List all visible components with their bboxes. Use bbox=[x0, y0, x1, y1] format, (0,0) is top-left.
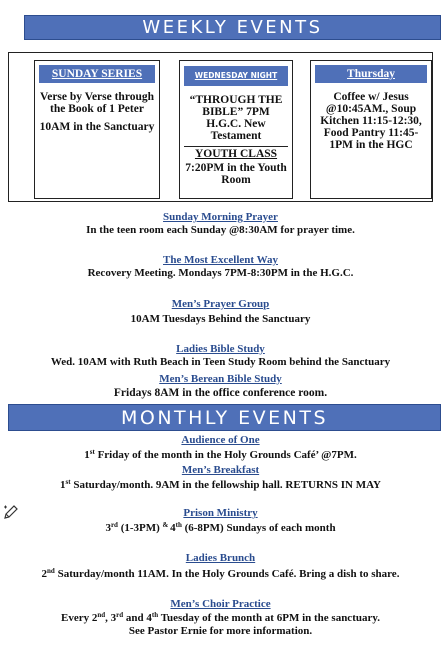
thursday-header: Thursday bbox=[315, 65, 427, 83]
event-sunday-prayer bbox=[0, 211, 441, 237]
event-text-line2: See Pastor Ernie for more information. bbox=[128, 625, 313, 637]
event-text: Fridays 8AM in the office conference room. bbox=[113, 387, 328, 399]
event-mens-choir-practice bbox=[0, 598, 441, 638]
weekly-schedule-box bbox=[8, 52, 433, 202]
youth-class-header: YOUTH CLASS bbox=[184, 146, 288, 160]
event-title[interactable]: Audience of One bbox=[181, 434, 260, 446]
sunday-series-column bbox=[34, 60, 160, 199]
event-prison-ministry bbox=[0, 507, 441, 535]
event-text: 1st Friday of the month in the Holy Grounds Café’ @7PM. bbox=[84, 448, 357, 461]
youth-class-body: 7:20PM in the Youth Room bbox=[185, 162, 287, 186]
wednesday-night-column bbox=[179, 60, 293, 199]
event-title[interactable]: Men’s Berean Bible Study bbox=[159, 373, 282, 385]
event-text: 2nd Saturday/month 11AM. In the Holy Grounds Café. Bring a dish to share. bbox=[41, 567, 400, 580]
event-title[interactable]: Prison Ministry bbox=[183, 507, 258, 519]
event-mens-prayer-group bbox=[0, 298, 441, 326]
event-text: 3rd (1-3PM) & 4th (6-8PM) Sundays of each month bbox=[105, 521, 336, 534]
event-title[interactable]: Men’s Choir Practice bbox=[170, 598, 271, 610]
event-title[interactable]: Sunday Morning Prayer bbox=[163, 211, 278, 223]
event-title[interactable]: Ladies Bible Study bbox=[176, 343, 265, 355]
thursday-column bbox=[310, 60, 432, 199]
monthly-events-banner: MONTHLY EVENTS bbox=[8, 404, 441, 431]
thursday-body: Coffee w/ Jesus @10:45AM., Soup Kitchen 11:15-12:30, Food Pantry 11:45-1PM in the HGC bbox=[320, 91, 422, 151]
sunday-series-time: 10AM in the Sanctuary bbox=[39, 121, 155, 133]
event-text: Wed. 10AM with Ruth Beach in Teen Study Room behind the Sanctuary bbox=[50, 356, 391, 368]
event-title[interactable]: The Most Excellent Way bbox=[163, 254, 278, 266]
event-text: 10AM Tuesdays Behind the Sanctuary bbox=[130, 313, 311, 325]
sunday-series-header: SUNDAY SERIES bbox=[39, 65, 155, 83]
event-ladies-brunch bbox=[0, 552, 441, 581]
event-mens-breakfast bbox=[0, 464, 441, 492]
wednesday-night-header: WEDNESDAY NIGHT bbox=[184, 66, 288, 86]
event-text: Every 2nd, 3rd and 4th Tuesday of the month at 6PM in the sanctuary. bbox=[61, 611, 380, 624]
wednesday-night-body: “THROUGH THE BIBLE” 7PM H.G.C. New Testament bbox=[189, 94, 283, 142]
event-audience-of-one bbox=[0, 434, 441, 462]
event-text: 1st Saturday/month. 9AM in the fellowship hall. RETURNS IN MAY bbox=[60, 478, 381, 491]
event-text: Recovery Meeting. Mondays 7PM-8:30PM in the H.G.C. bbox=[87, 267, 354, 279]
event-mens-berean-study bbox=[0, 373, 441, 400]
event-title[interactable]: Men’s Breakfast bbox=[181, 464, 260, 476]
event-text: In the teen room each Sunday @8:30AM for prayer time. bbox=[86, 224, 355, 236]
event-ladies-bible-study bbox=[0, 343, 441, 369]
event-most-excellent-way bbox=[0, 254, 441, 280]
weekly-events-banner: WEEKLY EVENTS bbox=[24, 15, 441, 40]
event-title[interactable]: Ladies Brunch bbox=[185, 552, 256, 564]
event-title[interactable]: Men’s Prayer Group bbox=[171, 298, 270, 310]
sunday-series-body: Verse by Verse through the Book of 1 Peter bbox=[39, 91, 155, 115]
